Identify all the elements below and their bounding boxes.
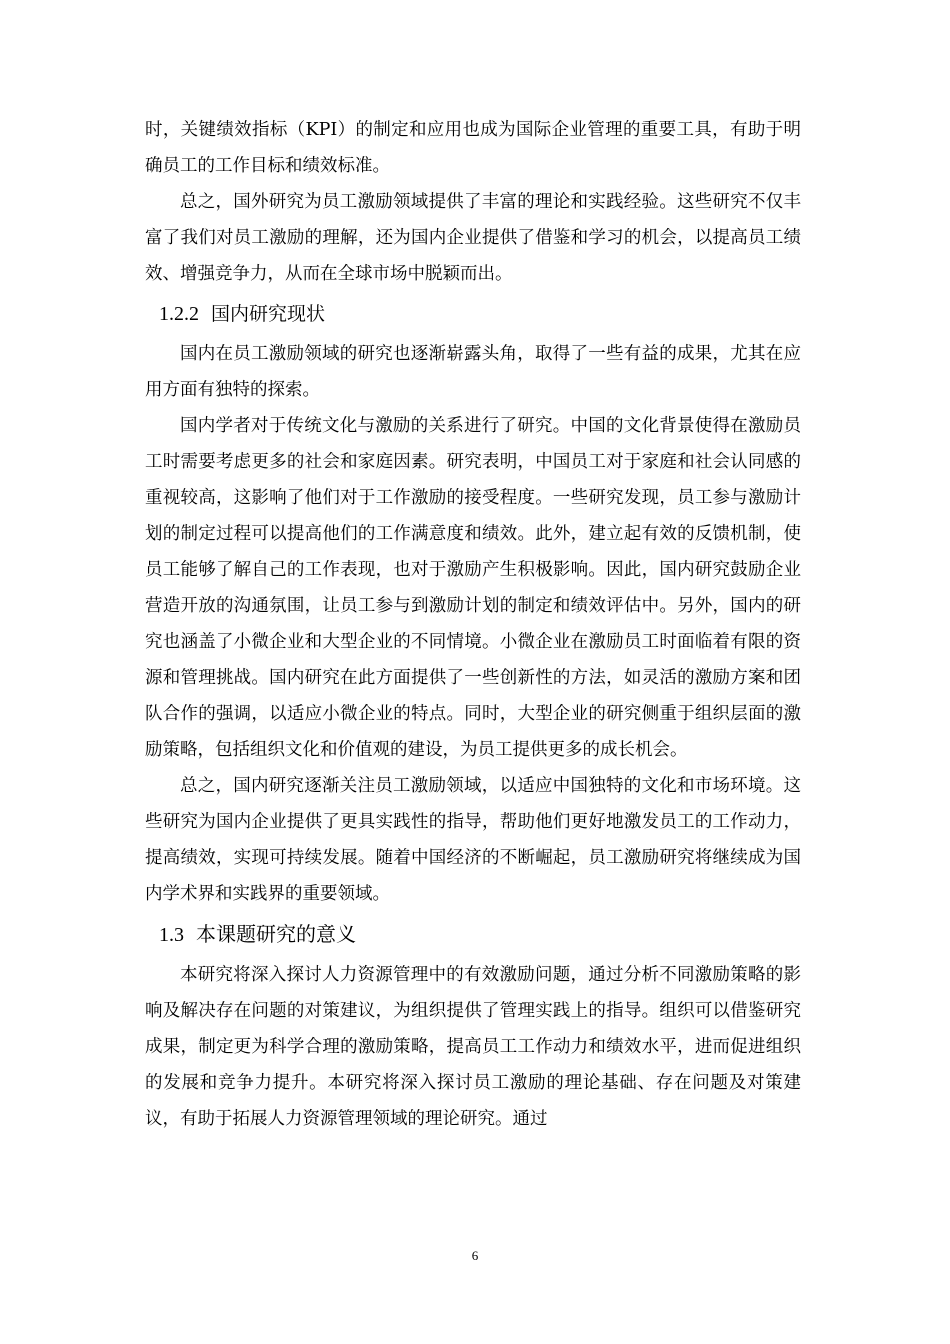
- paragraph: 国内在员工激励领域的研究也逐渐崭露头角，取得了一些有益的成果，尤其在应用方面有独特的探索。: [145, 344, 801, 400]
- paragraph: 国内学者对于传统文化与激励的关系进行了研究。中国的文化背景使得在激励员工时需要考虑更多的社会和家庭因素。研究表明，中国员工对于家庭和社会认同感的重视较高，这影响了他们对于工作激励的接受程度。一些研究发现，员工参与激励计划的制定过程可以提高他们的工作满意度和绩效。此外，建立起有效的反馈机制，使员工能够了解自己的工作表现，也对于激励产生积极影响。因此，国内研究鼓励企业营造开放的沟通氛围，让员工参与到激励计划的制定和绩效评估中。另外，国内的研究也涵盖了小微企业和大型企业的不同情境。小微企业在激励员工时面临着有限的资源和管理挑战。国内研究在此方面提供了一些创新性的方法，如灵活的激励方案和团队合作的强调，以适应小微企业的特点。同时，大型企业的研究侧重于组织层面的激励策略，包括组织文化和价值观的建设，为员工提供更多的成长机会。: [145, 416, 801, 760]
- paragraph: 总之，国内研究逐渐关注员工激励领域，以适应中国独特的文化和市场环境。这些研究为国内企业提供了更具实践性的指导，帮助他们更好地激发员工的工作动力，提高绩效，实现可持续发展。随着中国经济的不断崛起，员工激励研究将继续成为国内学术界和实践界的重要领域。: [145, 776, 801, 904]
- page-number: 6: [471, 1248, 479, 1263]
- page-body: [145, 112, 801, 1137]
- paragraph: 总之，国外研究为员工激励领域提供了丰富的理论和实践经验。这些研究不仅丰富了我们对员工激励的理解，还为国内企业提供了借鉴和学习的机会，以提高员工绩效、增强竞争力，从而在全球市场中脱颖而出。: [145, 192, 801, 284]
- section-heading-1-3: [159, 916, 801, 953]
- paragraph: 本研究将深入探讨人力资源管理中的有效激励问题，通过分析不同激励策略的影响及解决存在问题的对策建议，为组织提供了管理实践上的指导。组织可以借鉴研究成果，制定更为科学合理的激励策略，提高员工工作动力和绩效水平，进而促进组织的发展和竞争力提升。本研究将深入探讨员工激励的理论基础、存在问题及对策建议，有助于拓展人力资源管理领域的理论研究。通过: [145, 965, 801, 1129]
- section-number: 1.2.2: [159, 303, 199, 325]
- section-title: 国内研究现状: [211, 303, 326, 325]
- paragraph: 时，关键绩效指标（KPI）的制定和应用也成为国际企业管理的重要工具，有助于明确员工的工作目标和绩效标准。: [145, 120, 801, 176]
- section-heading-1-2-2: [159, 296, 801, 332]
- section-number: 1.3: [159, 924, 184, 946]
- section-title: 本课题研究的意义: [196, 922, 356, 946]
